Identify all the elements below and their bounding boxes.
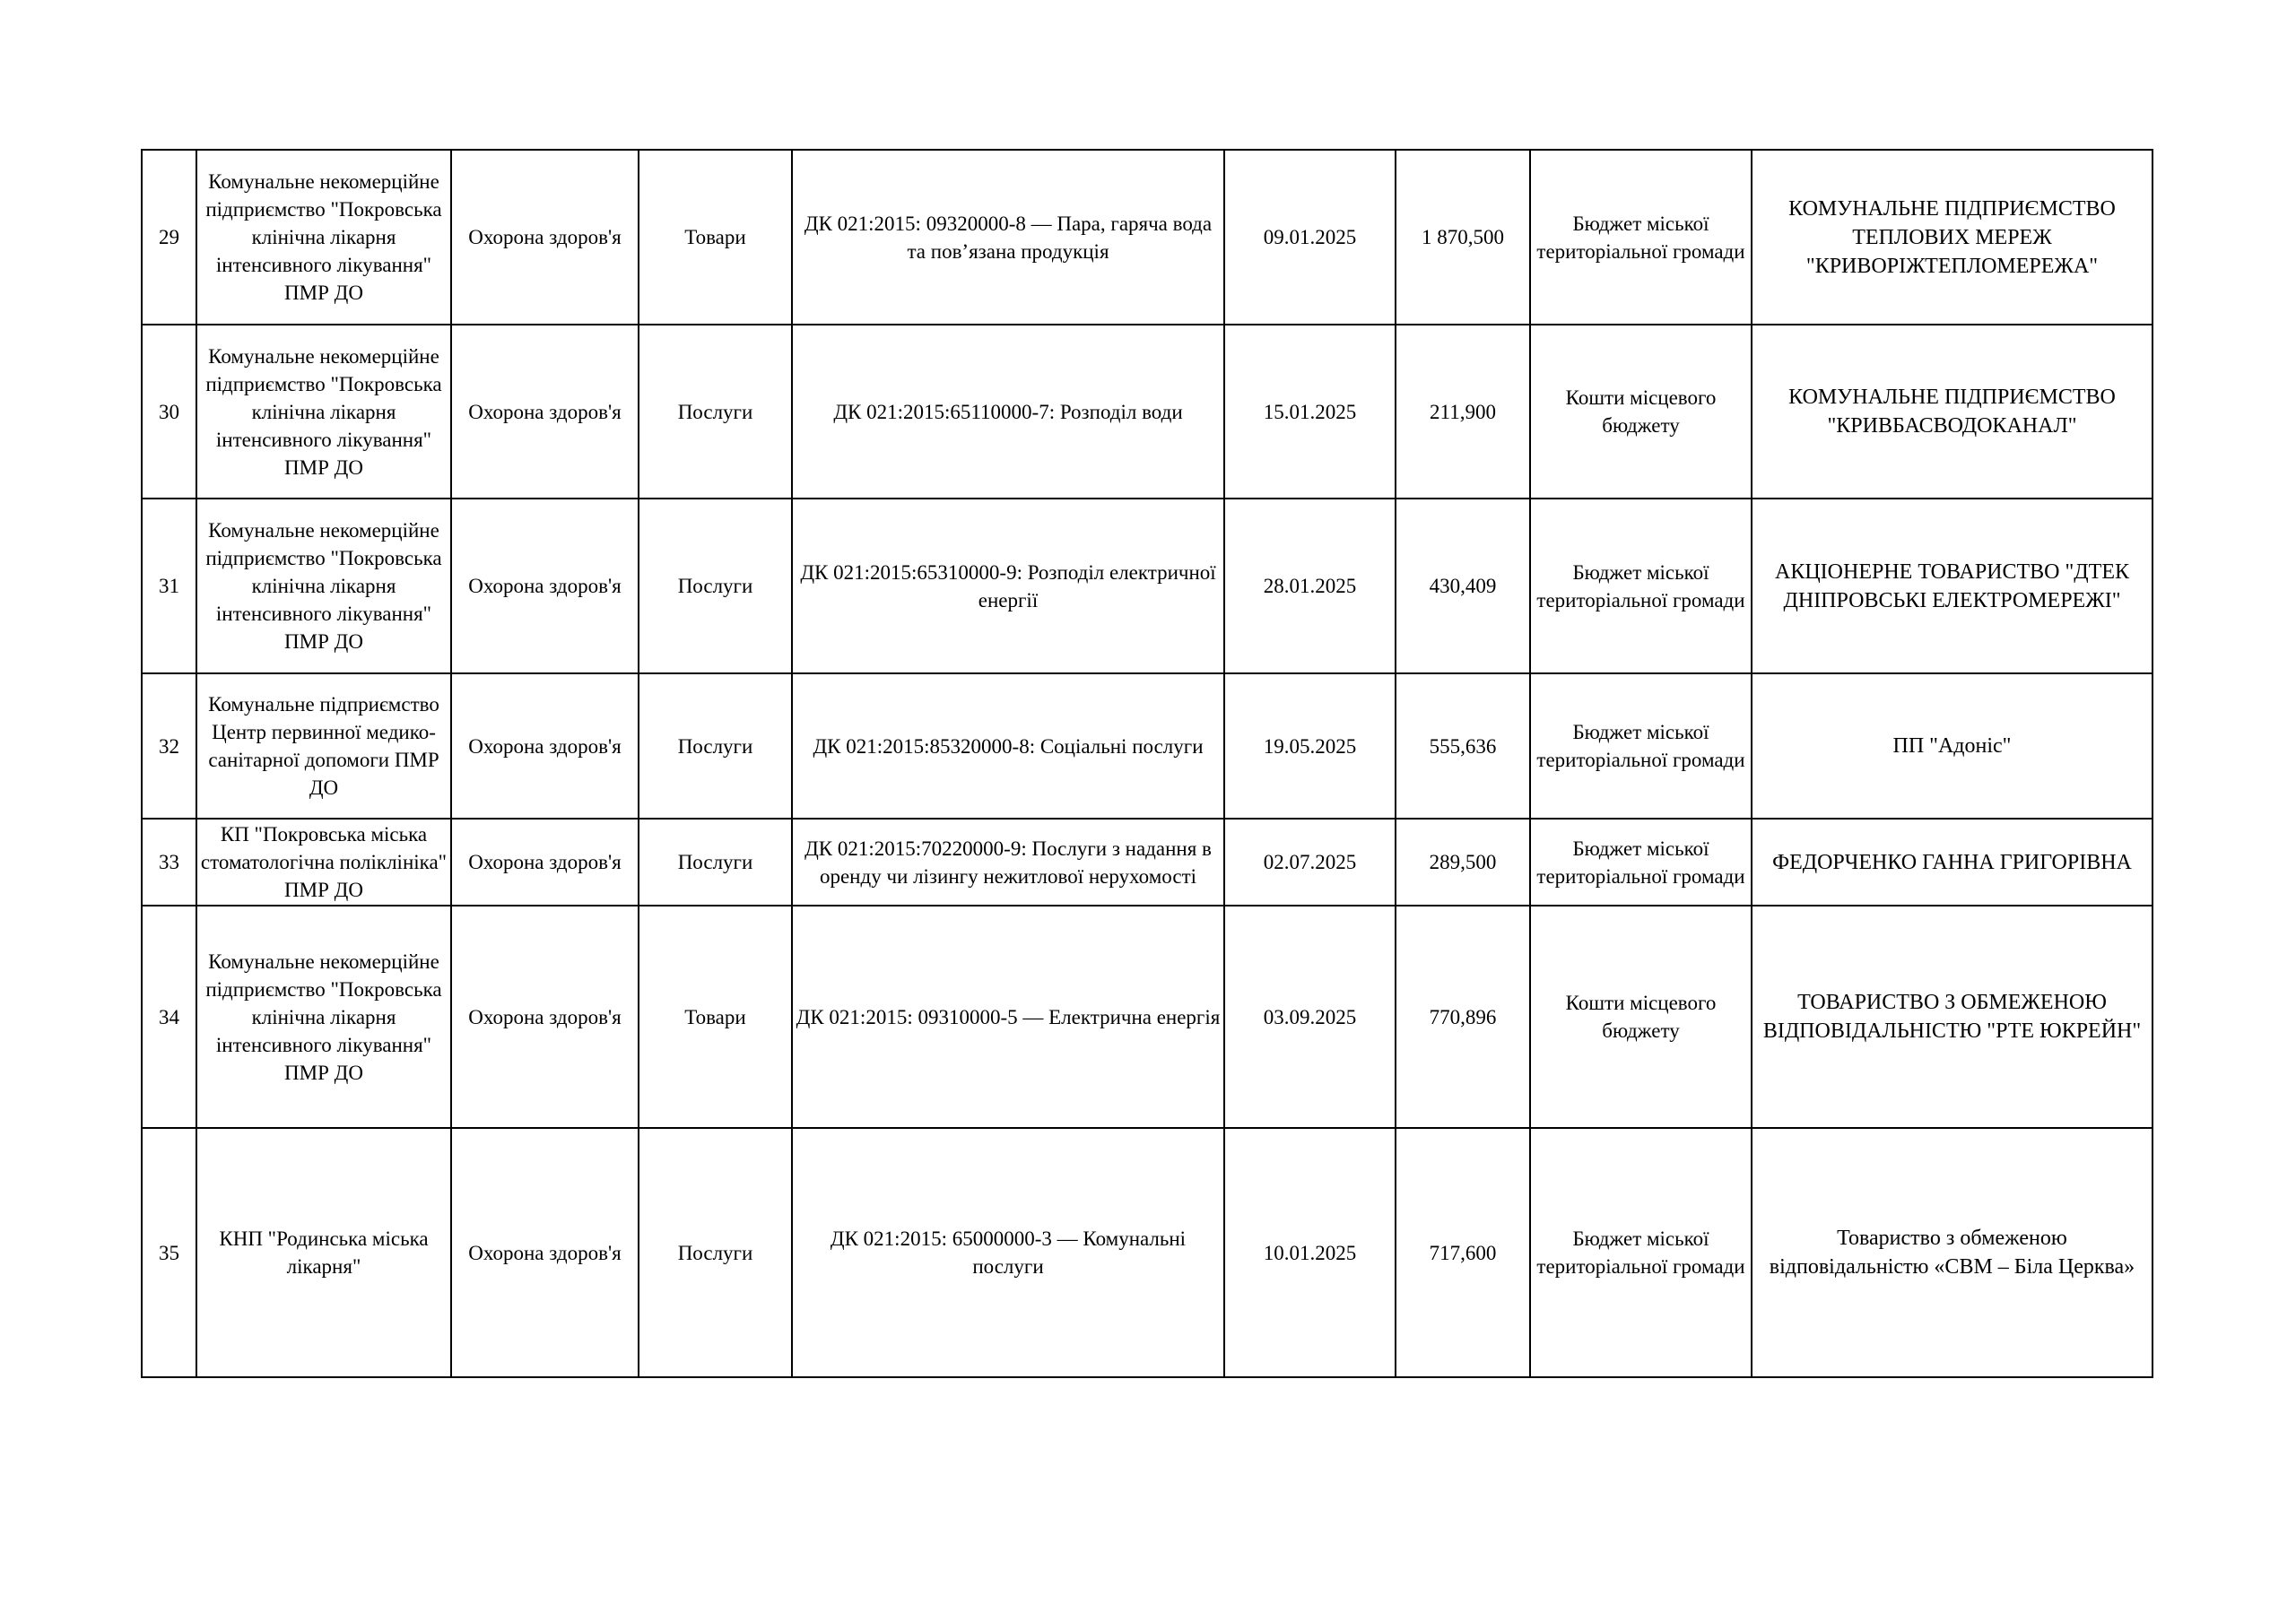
row-number: 35 [142,1128,196,1377]
row-number: 31 [142,499,196,673]
customer-name: Комунальне підприємство Центр первинної медико-санітарної допомоги ПМР ДО [196,673,451,819]
procurement-subject: ДК 021:2015:85320000-8: Соціальні послуги [792,673,1224,819]
funding-source: Бюджет міської територіальної громади [1530,819,1752,906]
funding-source: Бюджет міської територіальної громади [1530,673,1752,819]
table-row [142,1128,2152,1377]
sector: Охорона здоров'я [451,499,639,673]
procurement-type: Послуги [639,819,792,906]
row-number: 30 [142,325,196,499]
contract-date: 02.07.2025 [1224,819,1396,906]
sector: Охорона здоров'я [451,325,639,499]
contract-sum: 1 870,500 [1396,150,1530,325]
funding-source: Бюджет міської територіальної громади [1530,499,1752,673]
procurement-subject: ДК 021:2015:70220000-9: Послуги з надання в оренду чи лізингу нежитлової нерухомості [792,819,1224,906]
table-row [142,499,2152,673]
procurement-subject: ДК 021:2015: 09310000-5 — Електрична енергія [792,906,1224,1128]
supplier-name: ТОВАРИСТВО З ОБМЕЖЕНОЮ ВІДПОВІДАЛЬНІСТЮ "РТЕ ЮКРЕЙН" [1752,906,2152,1128]
row-number: 32 [142,673,196,819]
row-number: 33 [142,819,196,906]
customer-name: Комунальне некомерційне підприємство "Покровська клінічна лікарня інтенсивного лікування" ПМР ДО [196,150,451,325]
supplier-name: ПП "Адоніс" [1752,673,2152,819]
supplier-name: АКЦІОНЕРНЕ ТОВАРИСТВО "ДТЕК ДНІПРОВСЬКІ ЕЛЕКТРОМЕРЕЖІ" [1752,499,2152,673]
funding-source: Кошти місцевого бюджету [1530,906,1752,1128]
sector: Охорона здоров'я [451,150,639,325]
sector: Охорона здоров'я [451,906,639,1128]
contract-date: 10.01.2025 [1224,1128,1396,1377]
procurement-subject: ДК 021:2015:65310000-9: Розподіл електричної енергії [792,499,1224,673]
procurement-subject: ДК 021:2015: 09320000-8 — Пара, гаряча вода та пов’язана продукція [792,150,1224,325]
contract-date: 28.01.2025 [1224,499,1396,673]
procurement-subject: ДК 021:2015: 65000000-3 — Комунальні послуги [792,1128,1224,1377]
supplier-name: КОМУНАЛЬНЕ ПІДПРИЄМСТВО ТЕПЛОВИХ МЕРЕЖ "КРИВОРІЖТЕПЛОМЕРЕЖА" [1752,150,2152,325]
funding-source: Бюджет міської територіальної громади [1530,1128,1752,1377]
supplier-name: ФЕДОРЧЕНКО ГАННА ГРИГОРІВНА [1752,819,2152,906]
supplier-name: Товариство з обмеженою відповідальністю «СВМ – Біла Церква» [1752,1128,2152,1377]
sector: Охорона здоров'я [451,1128,639,1377]
contract-sum: 555,636 [1396,673,1530,819]
contract-date: 03.09.2025 [1224,906,1396,1128]
procurement-subject: ДК 021:2015:65110000-7: Розподіл води [792,325,1224,499]
table-row [142,673,2152,819]
contract-date: 09.01.2025 [1224,150,1396,325]
contract-date: 19.05.2025 [1224,673,1396,819]
procurement-type: Послуги [639,1128,792,1377]
procurement-type: Товари [639,906,792,1128]
procurement-type: Послуги [639,325,792,499]
table-row [142,906,2152,1128]
table-row [142,819,2152,906]
procurement-type: Послуги [639,499,792,673]
table-row [142,150,2152,325]
funding-source: Бюджет міської територіальної громади [1530,150,1752,325]
sector: Охорона здоров'я [451,673,639,819]
procurement-type: Послуги [639,673,792,819]
row-number: 34 [142,906,196,1128]
sector: Охорона здоров'я [451,819,639,906]
contract-sum: 717,600 [1396,1128,1530,1377]
customer-name: Комунальне некомерційне підприємство "Покровська клінічна лікарня інтенсивного лікування" ПМР ДО [196,325,451,499]
procurement-table [141,149,2153,1378]
customer-name: Комунальне некомерційне підприємство "Покровська клінічна лікарня інтенсивного лікування" ПМР ДО [196,906,451,1128]
contract-date: 15.01.2025 [1224,325,1396,499]
contract-sum: 289,500 [1396,819,1530,906]
customer-name: КП "Покровська міська стоматологічна поліклініка" ПМР ДО [196,819,451,906]
customer-name: КНП "Родинська міська лікарня" [196,1128,451,1377]
contract-sum: 770,896 [1396,906,1530,1128]
procurement-type: Товари [639,150,792,325]
funding-source: Кошти місцевого бюджету [1530,325,1752,499]
row-number: 29 [142,150,196,325]
contract-sum: 211,900 [1396,325,1530,499]
contract-sum: 430,409 [1396,499,1530,673]
table-row [142,325,2152,499]
customer-name: Комунальне некомерційне підприємство "Покровська клінічна лікарня інтенсивного лікування" ПМР ДО [196,499,451,673]
supplier-name: КОМУНАЛЬНЕ ПІДПРИЄМСТВО "КРИВБАСВОДОКАНАЛ" [1752,325,2152,499]
